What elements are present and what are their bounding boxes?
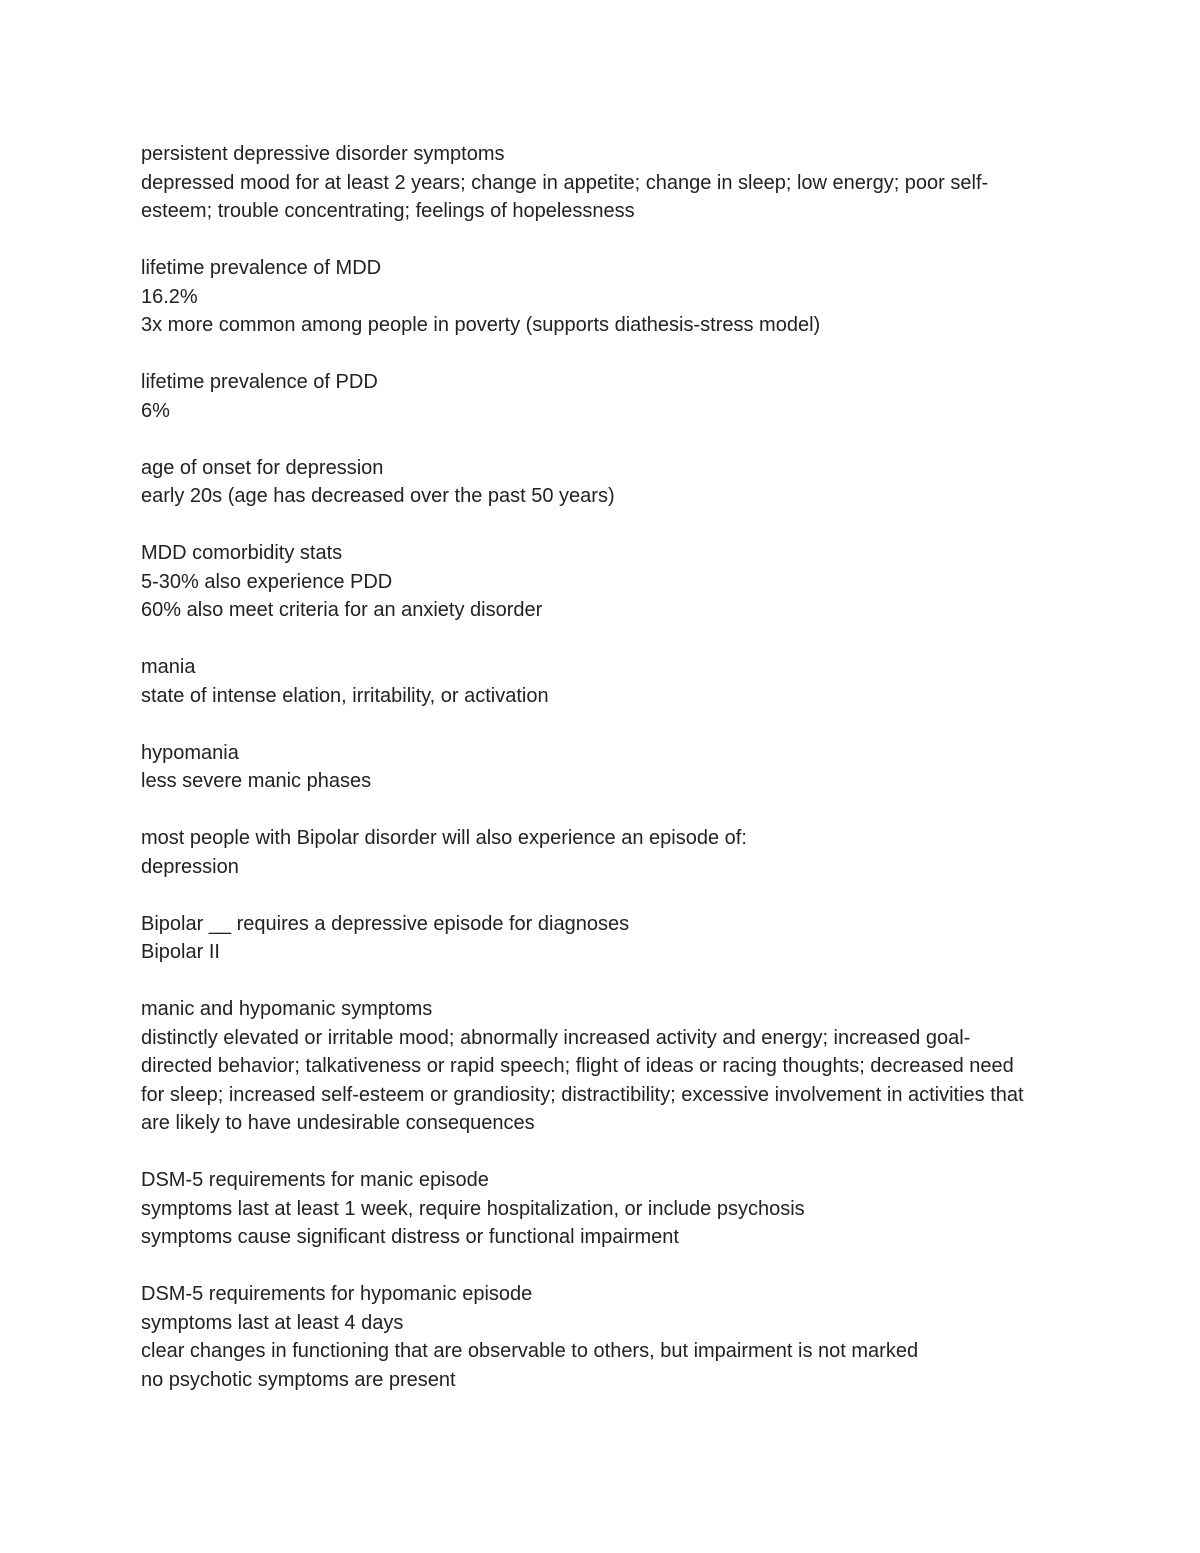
entry-term: most people with Bipolar disorder will also experience an episode of: [141, 827, 747, 849]
entry-definition-line: distinctly elevated or irritable mood; abnormally increased activity and energy; increased goal-directed behavior; talkativeness or rapid speech; flight of ideas or racing thoughts; decreased need for sleep; increased self-esteem or grandiosity; distractibility; excessive involvement in activities that are likely to have undesirable consequences [141, 1026, 1024, 1134]
entry-term: MDD comorbidity stats [141, 542, 343, 564]
entry-term: age of onset for depression [141, 456, 384, 479]
entry-definition-line: depression [141, 855, 239, 878]
flashcard-entry [141, 739, 1041, 796]
entry-term: persistent depressive disorder symptoms [141, 143, 505, 165]
entry-definition-line: early 20s (age has decreased over the past 50 years) [141, 485, 615, 507]
flashcard-entry [141, 1166, 1041, 1252]
entry-definition-line: 3x more common among people in poverty (supports diathesis-stress model) [141, 314, 821, 336]
entry-definition-line: 16.2% [141, 285, 198, 308]
flashcard-entry [141, 539, 1041, 625]
entry-definition-line: 60% also meet criteria for an anxiety disorder [141, 599, 543, 621]
entry-definition-line: no psychotic symptoms are present [141, 1368, 456, 1391]
flashcard-entry [141, 824, 1041, 881]
flashcard-list [141, 140, 1041, 1423]
entry-term: DSM-5 requirements for manic episode [141, 1169, 489, 1191]
entry-definition-line: symptoms last at least 1 week, require hospitalization, or include psychosis [141, 1197, 805, 1220]
entry-term: DSM-5 requirements for hypomanic episode [141, 1283, 533, 1305]
flashcard-entry [141, 1280, 1041, 1394]
entry-definition-line: 6% [141, 399, 170, 422]
entry-definition-line: 5-30% also experience PDD [141, 570, 393, 593]
flashcard-entry [141, 254, 1041, 340]
entry-term: mania [141, 656, 196, 678]
entry-definition-line: less severe manic phases [141, 770, 372, 792]
entry-definition-line: symptoms last at least 4 days [141, 1311, 404, 1334]
flashcard-entry [141, 995, 1041, 1138]
entry-term: hypomania [141, 741, 239, 764]
flashcard-entry [141, 454, 1041, 511]
entry-definition-line: Bipolar II [141, 941, 220, 963]
entry-definition-line: symptoms cause significant distress or functional impairment [141, 1226, 679, 1248]
entry-term: lifetime prevalence of MDD [141, 257, 382, 279]
entry-definition-line: state of intense elation, irritability, or activation [141, 684, 549, 707]
entry-definition-line: clear changes in functioning that are observable to others, but impairment is not marked [141, 1340, 919, 1362]
entry-definition-line: depressed mood for at least 2 years; change in appetite; change in sleep; low energy; poor self-esteem; trouble concentrating; feelings of hopelessness [141, 171, 989, 222]
flashcard-entry [141, 653, 1041, 710]
entry-term: Bipolar __ requires a depressive episode for diagnoses [141, 912, 630, 935]
flashcard-entry [141, 368, 1041, 425]
flashcard-entry [141, 910, 1041, 967]
flashcard-entry [141, 140, 1041, 226]
entry-term: manic and hypomanic symptoms [141, 998, 433, 1020]
entry-term: lifetime prevalence of PDD [141, 371, 378, 393]
